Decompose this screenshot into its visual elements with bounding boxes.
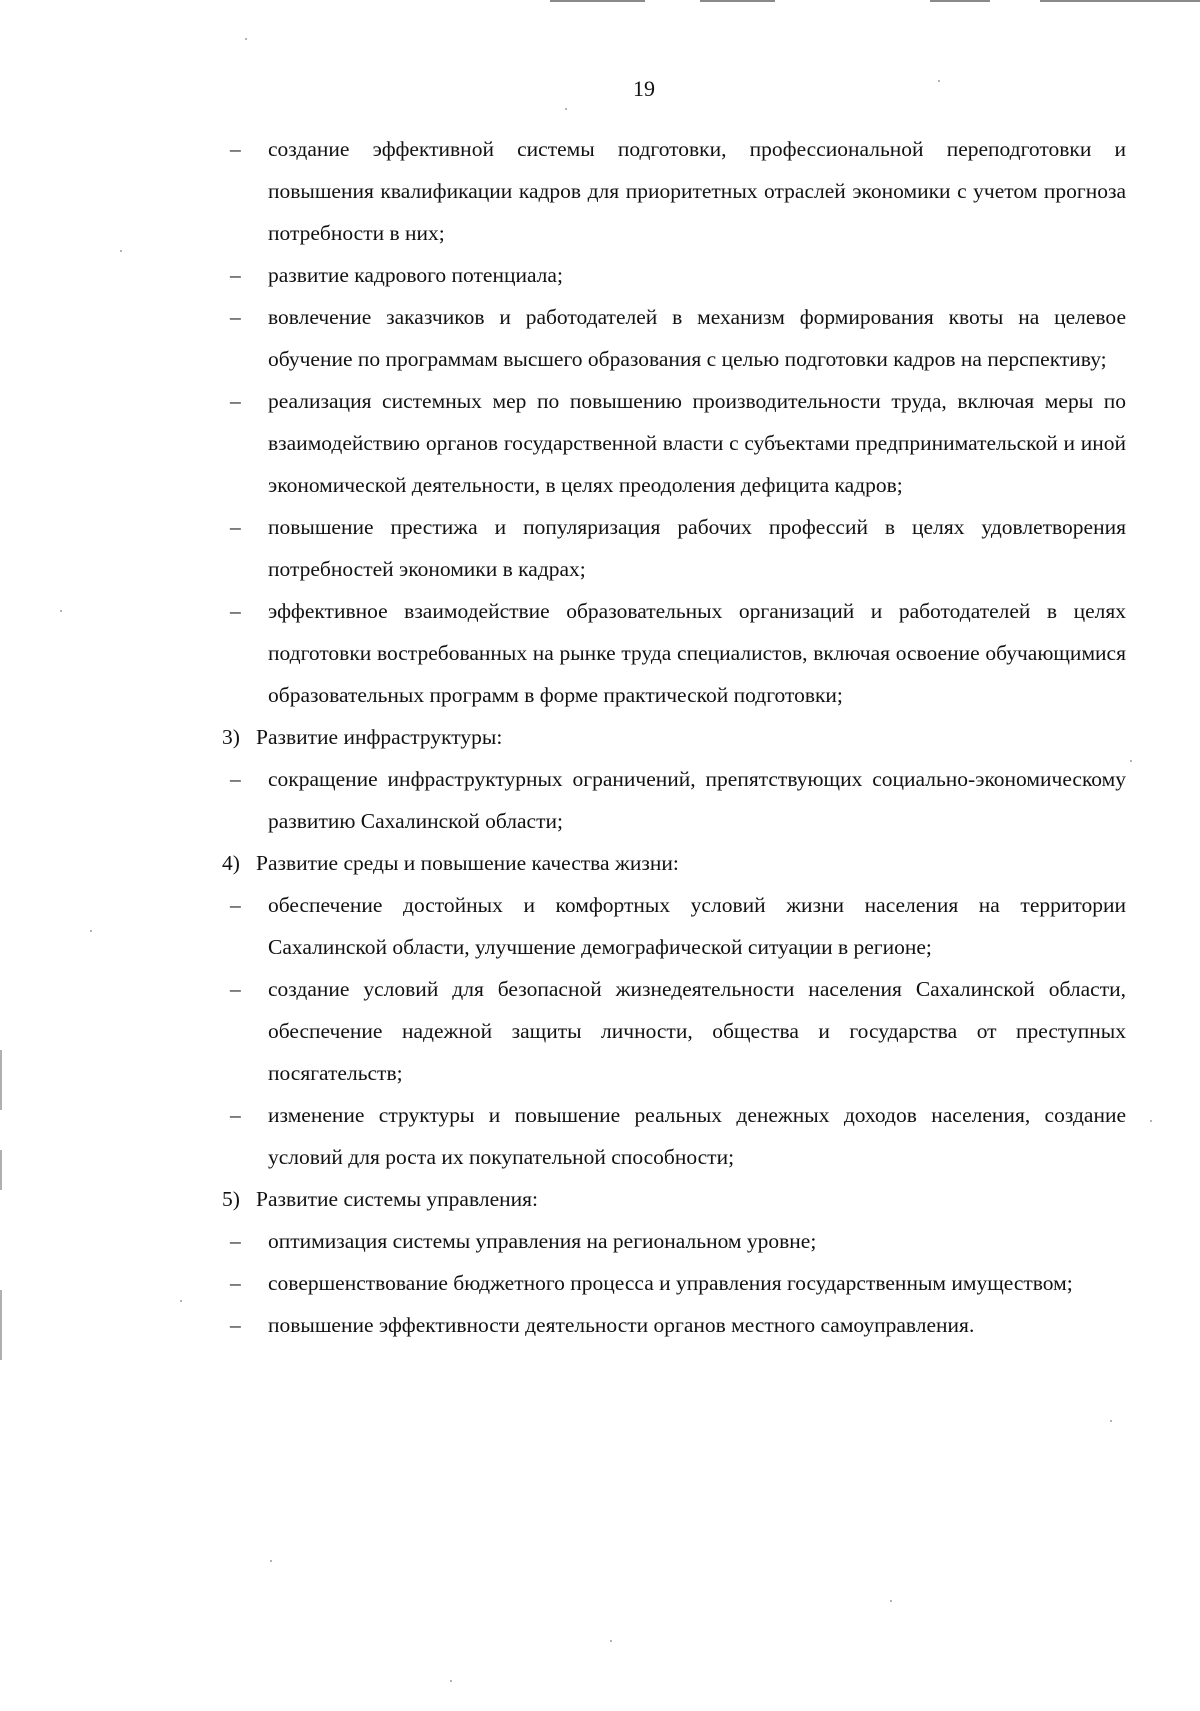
- list-item-text: обеспечение достойных и комфортных условий жизни населения на территории Сахалинской области, улучшение демографической ситуации в регионе;: [268, 893, 1126, 959]
- list-item-text: оптимизация системы управления на региональном уровне;: [268, 1229, 817, 1253]
- dash-marker: –: [230, 1313, 241, 1337]
- list-item-text: вовлечение заказчиков и работодателей в механизм формирования квоты на целевое обучение по программам высшего образования с целью подготовки кадров на перспективу;: [268, 305, 1126, 371]
- list-item-text: развитие кадрового потенциала;: [268, 263, 563, 287]
- dash-marker: –: [230, 1103, 241, 1127]
- list-item: [222, 590, 1126, 716]
- scan-edge-mark: [0, 1050, 2, 1110]
- list-item-text: эффективное взаимодействие образовательных организаций и работодателей в целях подготовки востребованных на рынке труда специалистов, включая освоение обучающимися образовательных программ в форме практической подготовки;: [268, 599, 1126, 707]
- list-item-text: реализация системных мер по повышению производительности труда, включая меры по взаимодействию органов государственной власти с субъектами предпринимательской и иной экономической деятельности, в целях преодоления дефицита кадров;: [268, 389, 1126, 497]
- scan-edge-line: [930, 0, 990, 2]
- list-item: [222, 506, 1126, 590]
- scan-edge-line: [700, 0, 775, 2]
- scan-speck: [180, 1300, 182, 1302]
- section-title: Развитие инфраструктуры:: [256, 725, 503, 749]
- scan-speck: [1150, 1120, 1152, 1122]
- document-body: [222, 128, 1126, 1346]
- scan-speck: [890, 1600, 892, 1602]
- dash-marker: –: [230, 599, 241, 623]
- list-item-text: повышение престижа и популяризация рабочих профессий в целях удовлетворения потребностей экономики в кадрах;: [268, 515, 1126, 581]
- scan-speck: [565, 108, 567, 110]
- dash-marker: –: [230, 137, 241, 161]
- scan-speck: [270, 1560, 272, 1562]
- list-item: [222, 1304, 1126, 1346]
- list-item: [222, 884, 1126, 968]
- dash-marker: –: [230, 893, 241, 917]
- scan-edge-mark: [0, 1290, 2, 1360]
- scan-speck: [1110, 1420, 1112, 1422]
- list-item-text: создание условий для безопасной жизнедеятельности населения Сахалинской области, обеспечение надежной защиты личности, общества и государства от преступных посягательств;: [268, 977, 1126, 1085]
- section-title: Развитие среды и повышение качества жизни:: [256, 851, 679, 875]
- scan-speck: [120, 250, 122, 252]
- dash-marker: –: [230, 515, 241, 539]
- list-item: [222, 1220, 1126, 1262]
- list-item-text: изменение структуры и повышение реальных денежных доходов населения, создание условий для роста их покупательной способности;: [268, 1103, 1126, 1169]
- list-item: [222, 1262, 1126, 1304]
- list-item: [222, 1094, 1126, 1178]
- dash-marker: –: [230, 1271, 241, 1295]
- list-item-text: создание эффективной системы подготовки, профессиональной переподготовки и повышения квалификации кадров для приоритетных отраслей экономики с учетом прогноза потребности в них;: [268, 137, 1126, 245]
- list-item-text: совершенствование бюджетного процесса и управления государственным имуществом;: [268, 1271, 1073, 1295]
- dash-marker: –: [230, 977, 241, 1001]
- list-item-text: сокращение инфраструктурных ограничений, препятствующих социально-экономическому развитию Сахалинской области;: [268, 767, 1126, 833]
- dash-marker: –: [230, 767, 241, 791]
- list-item: [222, 128, 1126, 254]
- list-item-text: повышение эффективности деятельности органов местного самоуправления.: [268, 1313, 975, 1337]
- list-item: [222, 254, 1126, 296]
- dash-marker: –: [230, 263, 241, 287]
- scan-edge-mark: [0, 1150, 2, 1190]
- scan-speck: [610, 1640, 612, 1642]
- dash-marker: –: [230, 1229, 241, 1253]
- section-title: Развитие системы управления:: [256, 1187, 538, 1211]
- scan-speck: [90, 930, 92, 932]
- section-heading-management: [222, 1178, 1126, 1220]
- scan-edge-line: [1040, 0, 1200, 2]
- scan-speck: [245, 38, 247, 40]
- list-item: [222, 296, 1126, 380]
- section-heading-infrastructure: [222, 716, 1126, 758]
- list-item: [222, 758, 1126, 842]
- section-number: 4): [222, 851, 240, 875]
- scan-speck: [1130, 760, 1132, 762]
- dash-marker: –: [230, 389, 241, 413]
- page-number: 19: [633, 76, 655, 101]
- section-number: 5): [222, 1187, 240, 1211]
- dash-marker: –: [230, 305, 241, 329]
- list-item: [222, 380, 1126, 506]
- section-heading-environment: [222, 842, 1126, 884]
- scan-speck: [60, 610, 62, 612]
- scan-edge-line: [550, 0, 645, 2]
- list-item: [222, 968, 1126, 1094]
- scan-speck: [450, 1680, 452, 1682]
- section-number: 3): [222, 725, 240, 749]
